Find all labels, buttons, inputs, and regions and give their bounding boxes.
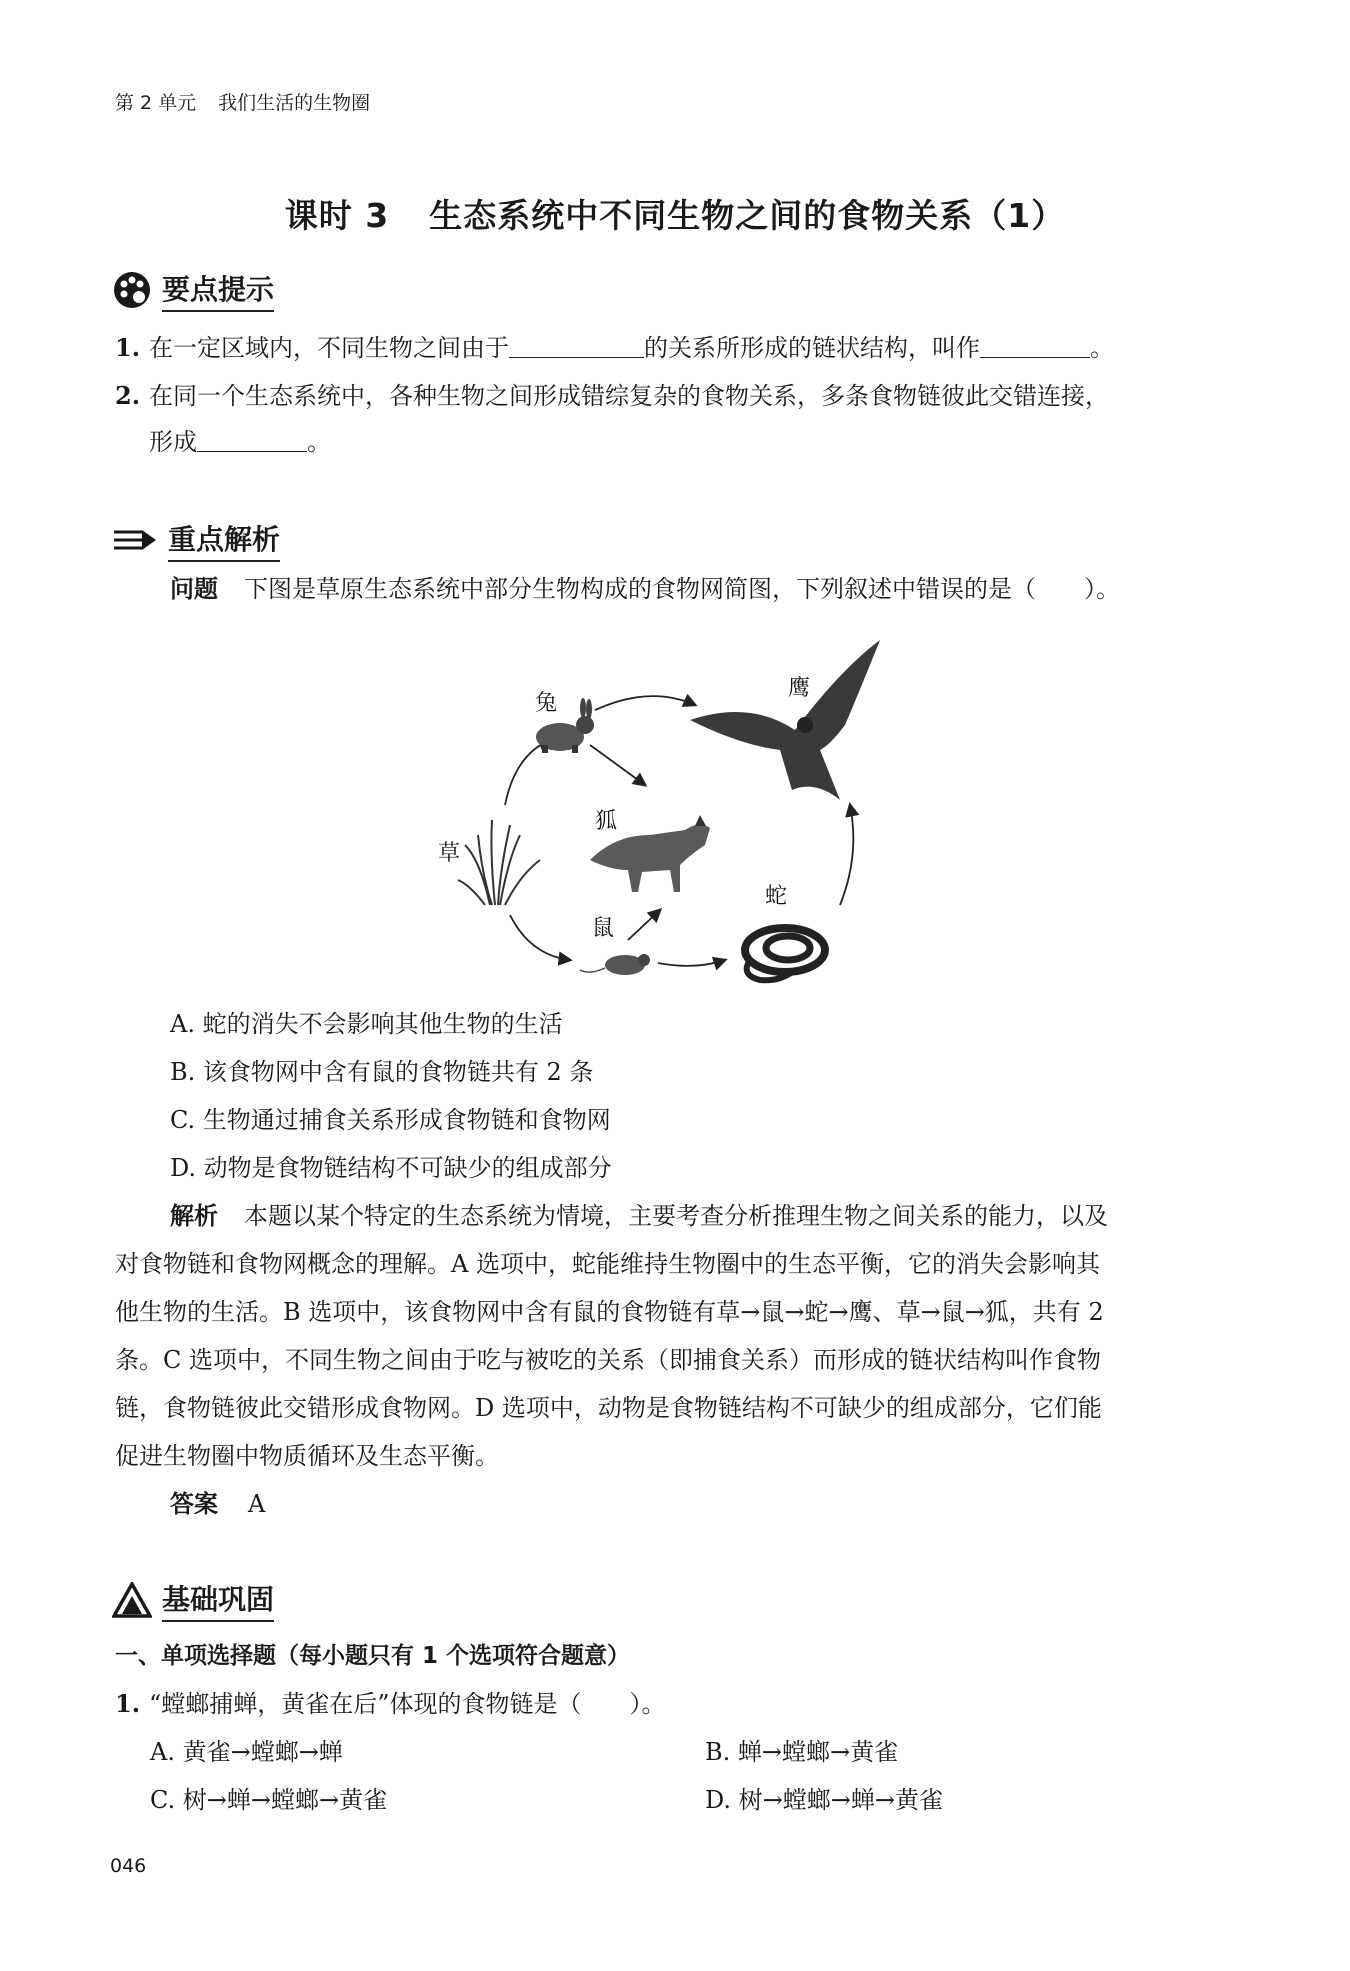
blank-2 [980, 333, 1090, 358]
section-basics-heading [112, 1578, 274, 1622]
analysis-line-5: 链，食物链彼此交错形成食物网。D 选项中，动物是食物链结构不可缺少的组成部分，它们能 [115, 1394, 1102, 1422]
question-text: 下图是草原生态系统中部分生物构成的食物网简图，下列叙述中错误的是（ ）。 [244, 575, 1120, 603]
snake-illustration [745, 928, 825, 980]
label-mouse: 鼠 [592, 916, 615, 941]
lesson-title: 生态系统中不同生物之间的食物关系（1） [429, 196, 1066, 235]
section-basics-label: 基础巩固 [162, 1578, 274, 1622]
list-arrow-icon [112, 524, 158, 556]
section-key-points-label: 要点提示 [162, 268, 274, 312]
label-fox: 狐 [595, 809, 618, 834]
arrow-rabbit-fox [590, 745, 645, 785]
page-title [0, 190, 1350, 237]
arrow-snake-eagle [840, 805, 853, 905]
eagle-illustration [690, 640, 880, 800]
answer-label: 答案 [170, 1490, 218, 1518]
arrow-mouse-snake [658, 960, 725, 966]
section-analysis-label: 重点解析 [168, 518, 280, 562]
q1-option-d: D. 树→螳螂→蝉→黄雀 [705, 1786, 943, 1814]
option-c: C. 生物通过捕食关系形成食物链和食物网 [170, 1106, 611, 1134]
key-point-2-line2: 形成 。 [149, 428, 331, 456]
analysis-line-3: 他生物的生活。B 选项中，该食物网中含有鼠的食物链有草→鼠→蛇→鹰、草→鼠→狐，共有 2 [115, 1298, 1104, 1326]
blank-1 [509, 333, 644, 358]
option-b: B. 该食物网中含有鼠的食物链共有 2 条 [170, 1058, 594, 1086]
question-line [170, 565, 1120, 613]
food-web-diagram [420, 630, 940, 1000]
q1-option-b: B. 蝉→螳螂→黄雀 [705, 1738, 899, 1766]
key-point-1: 1. 在一定区域内，不同生物之间由于 的关系所形成的链状结构，叫作 。 [115, 333, 1114, 362]
label-snake: 蛇 [765, 884, 788, 909]
question-label: 问题 [170, 575, 218, 603]
answer-line [170, 1480, 265, 1528]
option-d: D. 动物是食物链结构不可缺少的组成部分 [170, 1154, 612, 1182]
mouse-illustration [580, 954, 650, 975]
unit-number: 第 2 单元 [115, 92, 197, 114]
arrow-grass-mouse [510, 915, 570, 960]
grass-illustration [458, 820, 540, 905]
analysis-label: 解析 [170, 1202, 218, 1230]
label-rabbit: 兔 [535, 691, 558, 716]
label-eagle: 鹰 [788, 676, 811, 701]
unit-title: 我们生活的生物圈 [218, 92, 371, 114]
page-number: 046 [110, 1855, 147, 1877]
key-point-2-line1: 2. 在同一个生态系统中，各种生物之间形成错综复杂的食物关系，多条食物链彼此交错连接， [115, 381, 1109, 410]
q1-option-c: C. 树→蝉→螳螂→黄雀 [150, 1786, 388, 1814]
palette-icon [112, 270, 152, 310]
option-a: A. 蛇的消失不会影响其他生物的生活 [170, 1010, 563, 1038]
analysis-line-6: 促进生物圈中物质循环及生态平衡。 [115, 1442, 499, 1470]
lesson-number: 课时 3 [284, 196, 390, 235]
q1-option-a: A. 黄雀→螳螂→蝉 [150, 1738, 343, 1766]
section-key-points-heading [112, 268, 274, 312]
unit-header [115, 88, 392, 115]
question-1: 1. “螳螂捕蝉，黄雀在后”体现的食物链是（ ）。 [115, 1689, 666, 1718]
analysis-line-2: 对食物链和食物网概念的理解。A 选项中，蛇能维持生物圈中的生态平衡，它的消失会影响其 [115, 1250, 1100, 1278]
triangle-icon [112, 1582, 152, 1618]
label-grass: 草 [438, 841, 461, 866]
arrow-rabbit-eagle [595, 696, 695, 710]
analysis-line-4: 条。C 选项中，不同生物之间由于吃与被吃的关系（即捕食关系）而形成的链状结构叫作食物 [115, 1346, 1101, 1374]
blank-3 [197, 427, 307, 452]
section-analysis-heading [112, 518, 280, 562]
analysis-line-1: 解析 本题以某个特定的生态系统为情境，主要考查分析推理生物之间关系的能力，以及 [170, 1202, 1108, 1230]
answer-value: A [248, 1490, 266, 1518]
arrow-mouse-fox [628, 910, 660, 940]
subheading-single-choice: 一、单项选择题（每小题只有 1 个选项符合题意） [115, 1643, 631, 1669]
